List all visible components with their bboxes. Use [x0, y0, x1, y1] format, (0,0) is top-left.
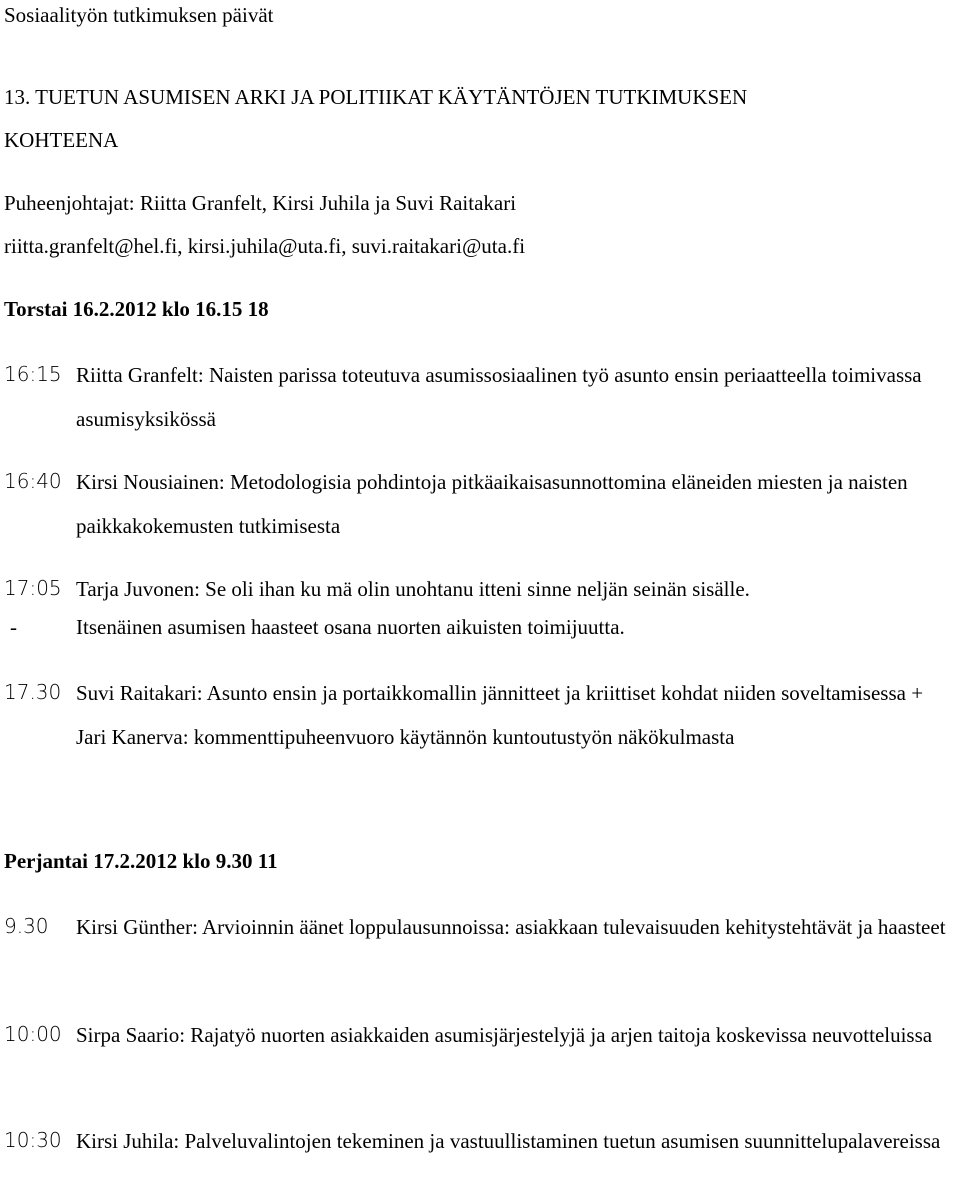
subpoint-text: Itsenäinen asumisen haasteet osana nuorten aikuisten toimijuutta. — [76, 615, 625, 639]
day2-heading: Perjantai 17.2.2012 klo 9.30 11 — [4, 849, 278, 873]
session-text: Kirsi Nousiainen: Metodologisia pohdintoja pitkäaikaisasunnottomina eläneiden miesten ja naisten paikkakokemusten tutkimisesta — [76, 470, 908, 538]
session-text: Kirsi Juhila: Palveluvalintojen tekeminen ja vastuullistaminen tuetun asumisen suunnittelupalavereissa — [76, 1129, 941, 1153]
session-text: Riitta Granfelt: Naisten parissa toteutuva asumissosiaalinen työ asunto ensin periaatteella toimivassa asumisyksikössä — [76, 363, 922, 431]
session-time: 17:05 — [4, 576, 62, 600]
chairs-line: Puheenjohtajat: Riitta Granfelt, Kirsi Juhila ja Suvi Raitakari — [4, 191, 517, 215]
session-time: 9.30 — [4, 914, 49, 938]
session-time: 16:40 — [4, 469, 62, 493]
session-text: Suvi Raitakari: Asunto ensin ja portaikkomallin jännitteet ja kriittiset kohdat niiden soveltamisessa + Jari Kanerva: kommenttipuheenvuoro käytännön kuntoutustyön näkökulmasta — [76, 681, 924, 749]
track-title-line-1: 13. TUETUN ASUMISEN ARKI JA POLITIIKAT KÄYTÄNTÖJEN TUTKIMUKSEN — [4, 85, 748, 109]
session-text: Tarja Juvonen: Se oli ihan ku mä olin unohtanu itteni sinne neljän seinän sisälle. — [76, 577, 750, 601]
session-text: Kirsi Günther: Arvioinnin äänet loppulausunnoissa: asiakkaan tulevaisuuden kehitystehtävät ja haasteet — [76, 915, 946, 939]
session-time: 10:30 — [4, 1128, 62, 1152]
day1-heading: Torstai 16.2.2012 klo 16.15 18 — [4, 297, 269, 321]
session-time: 10:00 — [4, 1022, 62, 1046]
session-text: Sirpa Saario: Rajatyö nuorten asiakkaiden asumisjärjestelyjä ja arjen taitoja koskevissa neuvotteluissa — [76, 1023, 933, 1047]
conference-title: Sosiaalityön tutkimuksen päivät — [4, 3, 274, 27]
subpoint-dash: - — [10, 615, 17, 639]
session-time: 17.30 — [4, 680, 62, 704]
emails-line: riitta.granfelt@hel.fi, kirsi.juhila@uta.fi, suvi.raitakari@uta.fi — [4, 234, 526, 258]
track-title-line-2: KOHTEENA — [4, 128, 119, 152]
session-time: 16:15 — [4, 362, 62, 386]
